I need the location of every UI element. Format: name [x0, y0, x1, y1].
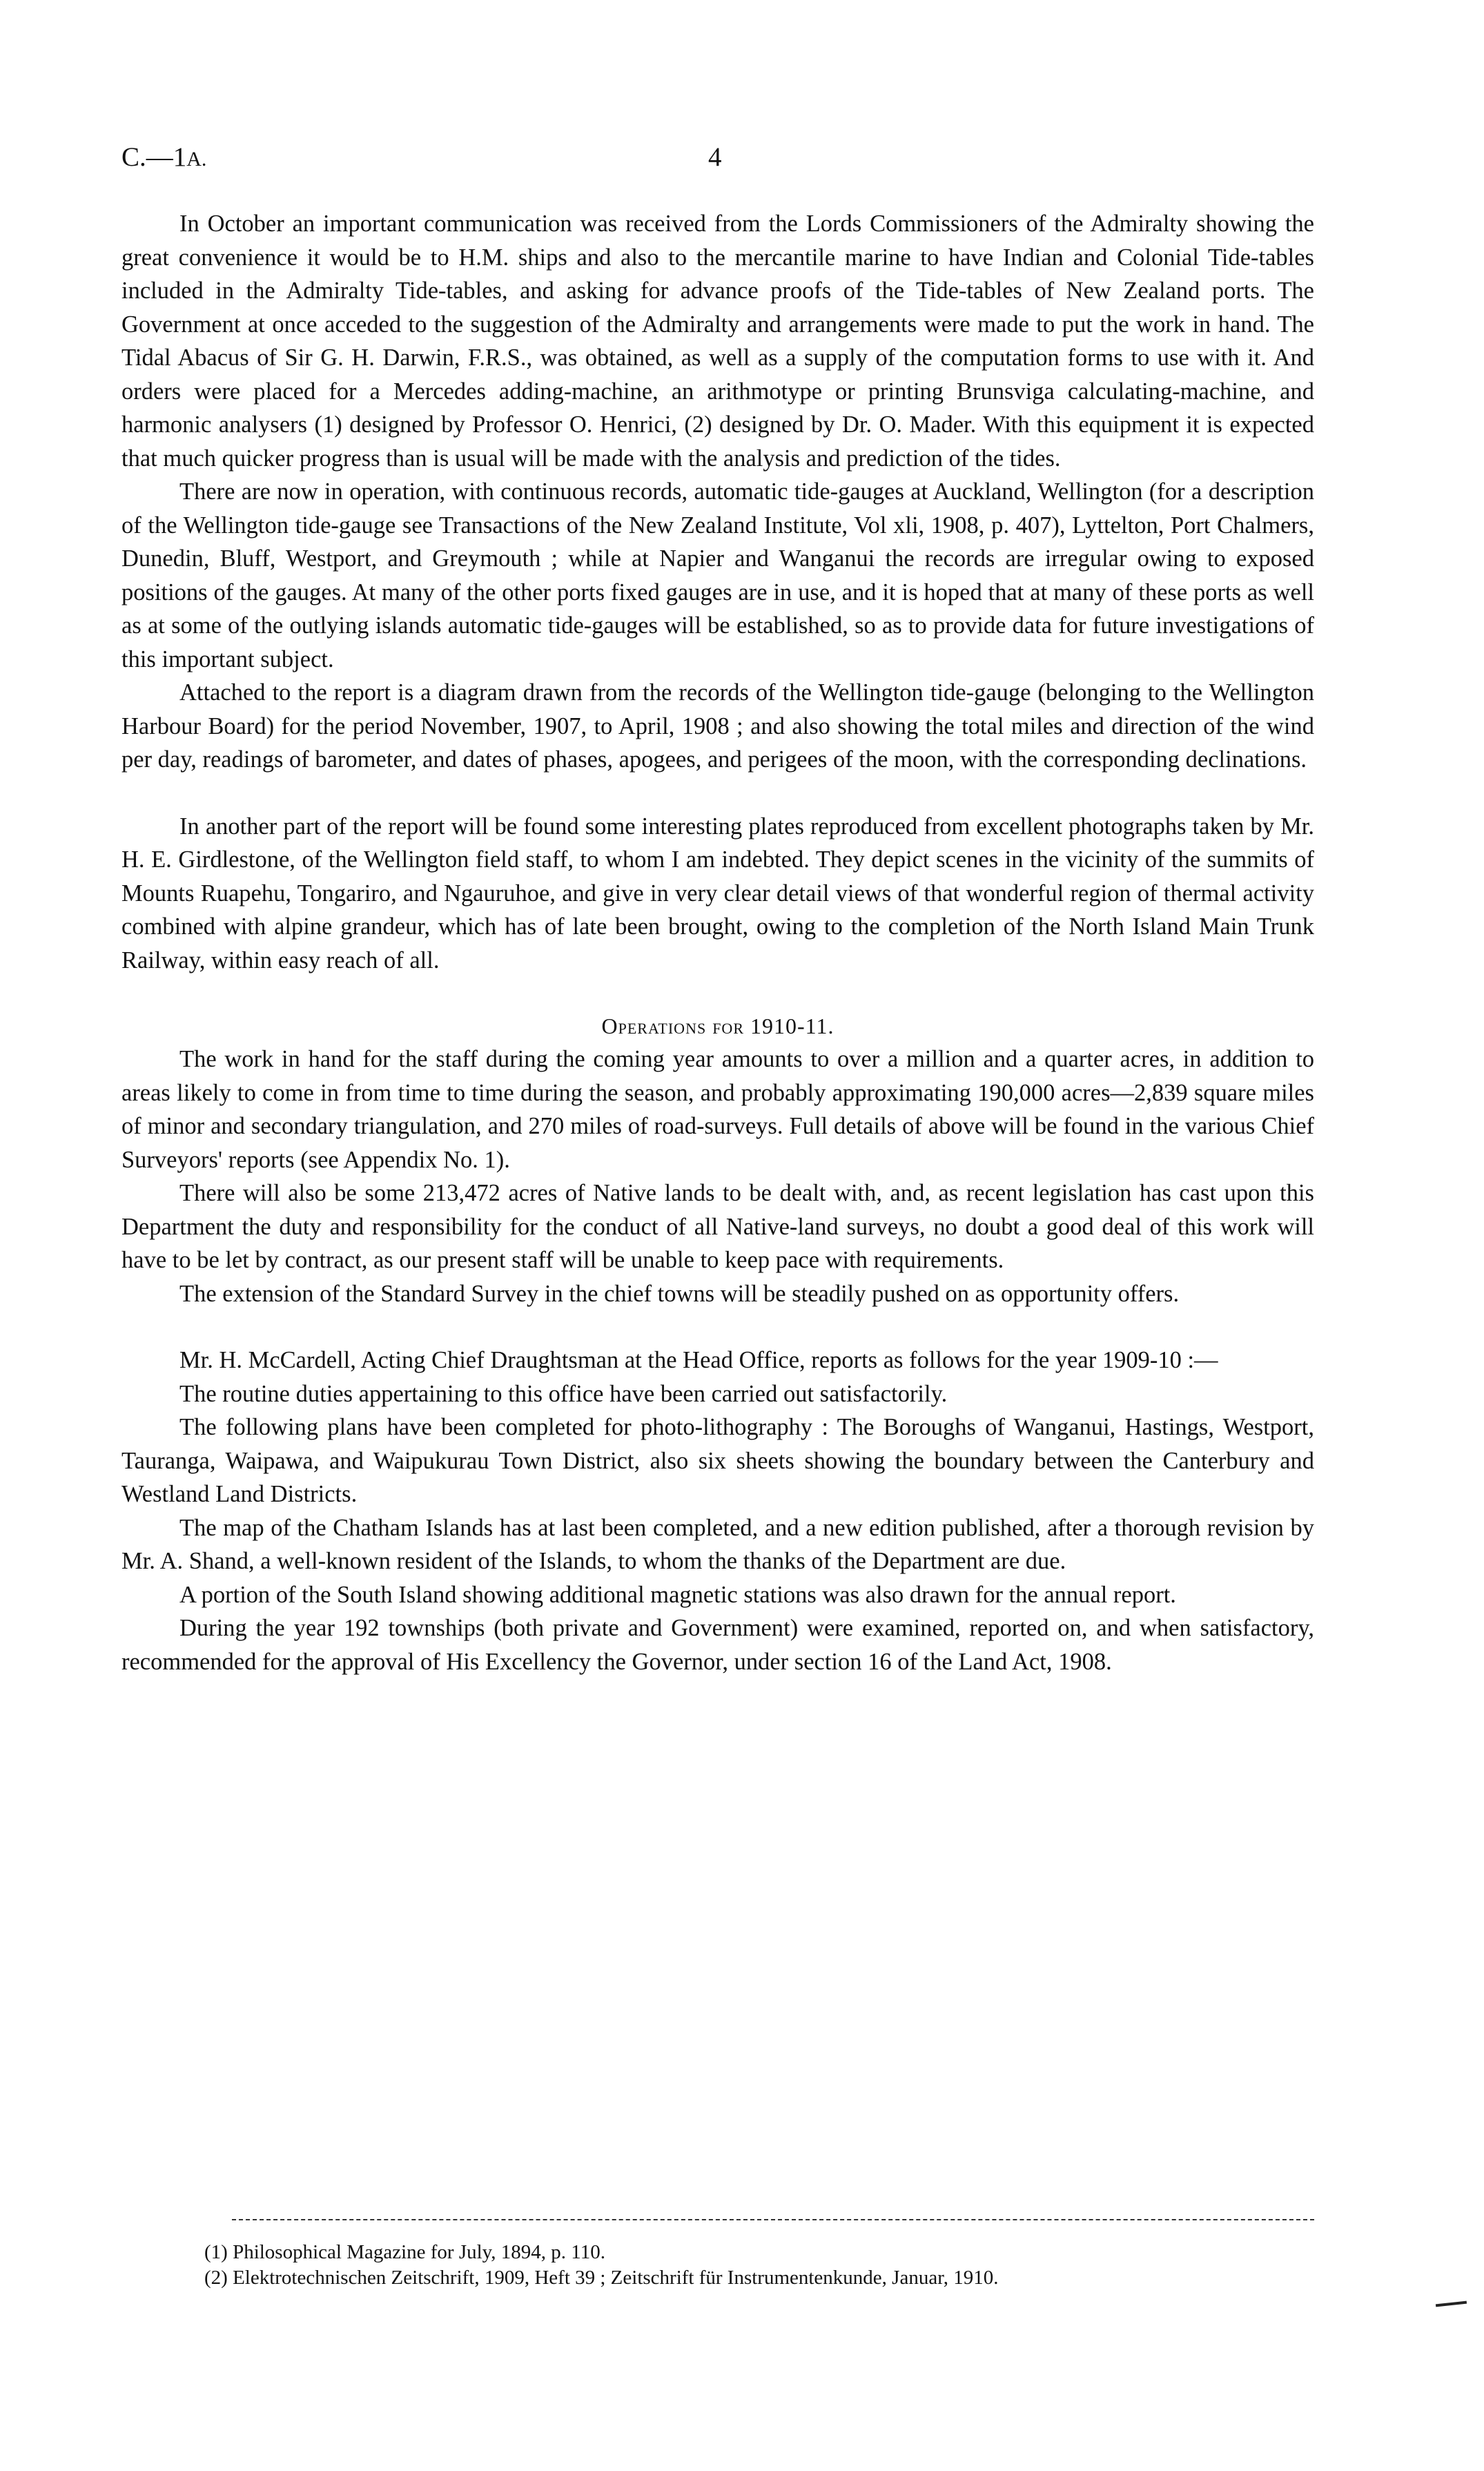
- paragraph-magnetic-stations: A portion of the South Island showing additional magnetic stations was also drawn for the annual report.: [179, 1581, 1176, 1608]
- paragraph-standard-survey: The extension of the Standard Survey in the chief towns will be steadily pushed on as opportunity offers.: [179, 1280, 1180, 1307]
- paragraph-chatham-islands-map: The map of the Chatham Islands has at last been completed, and a new edition published, after a thorough revision by Mr. A. Shand, a well-known resident of the Islands, to whom the thanks of the Department are due.: [121, 1514, 1314, 1574]
- margin-mark: [1436, 2301, 1467, 2307]
- paragraph-routine-duties: The routine duties appertaining to this office have been carried out satisfactorily.: [179, 1380, 948, 1407]
- paragraph-draughtsman-report-intro: Mr. H. McCardell, Acting Chief Draughtsman at the Head Office, reports as follows for the year 1909-10 :—: [179, 1347, 1218, 1373]
- paragraph-tide-gauges: There are now in operation, with continuous records, automatic tide-gauges at Auckland, Wellington (for a description of the Wellington tide-gauge see Transactions of the New Zealand Institute, Vol xli, 1908, p. 407), Lyttelton, Port Chalmers, Dunedin, Bluff, Westport, and Greymouth ; while at Napier and Wanganui the records are irregular owing to exposed positions of the gauges. At many of the other ports fixed gauges are in use, and it is hoped that at many of these ports as well as at some of the outlying islands automatic tide-gauges will be established, so as to provide data for future investigations of this important subject.: [121, 478, 1314, 672]
- footnote-list: [204, 2240, 1314, 2291]
- paragraph-wellington-diagram: Attached to the report is a diagram drawn from the records of the Wellington tide-gauge (belonging to the Wellington Harbour Board) for the period November, 1907, to April, 1908 ; and also showing the total miles and direction of the wind per day, readings of barometer, and dates of phases, apogees, and perigees of the moon, with the corresponding declinations.: [121, 679, 1314, 773]
- parliamentary-paper-reference: C.—1A.: [121, 142, 207, 172]
- paragraph-native-lands: There will also be some 213,472 acres of Native lands to be dealt with, and, as recent legislation has cast upon this Department the duty and responsibility for the conduct of all Native-land surveys, no doubt a good deal of this work will have to be let by contract, as our present staff will be unable to keep pace with requirements.: [121, 1180, 1314, 1273]
- paragraph-work-in-hand: The work in hand for the staff during the coming year amounts to over a million and a quarter acres, in addition to areas likely to come in from time to time during the season, and probably approximating 190,000 acres—2,839 square miles of minor and secondary triangulation, and 270 miles of road-surveys. Full details of above will be found in the various Chief Surveyors' reports (see Appendix No. 1).: [121, 1046, 1314, 1173]
- footnote-divider: [232, 2219, 1314, 2220]
- footnote-1: (1) Philosophical Magazine for July, 1894, p. 110.: [204, 2241, 605, 2263]
- paragraph-townships: During the year 192 townships (both private and Government) were examined, reported on, and when satisfactory, recommended for the approval of His Excellency the Governor, under section 16 of the Land Act, 1908.: [121, 1615, 1314, 1675]
- page-number: 4: [708, 142, 722, 172]
- paragraph-admiralty-tide-tables: In October an important communication was received from the Lords Commissioners of the Admiralty showing the great convenience it would be to H.M. ships and also to the mercantile marine to have Indian and Colonial Tide-tables included in the Admiralty Tide-tables, and asking for advance proofs of the Tide-tables of New Zealand ports. The Government at once acceded to the suggestion of the Admiralty and arrangements were made to put the work in hand. The Tidal Abacus of Sir G. H. Darwin, F.R.S., was obtained, as well as a supply of the computation forms to use with it. And orders were placed for a Mercedes adding-machine, an arithmotype or printing Brunsviga calculating-machine, and harmonic analysers (1) designed by Professor O. Henrici, (2) designed by Dr. O. Mader. With this equipment it is expected that much quicker progress than is usual will be made with the analysis and prediction of the tides.: [121, 211, 1314, 472]
- paragraph-photo-lithography: The following plans have been completed for photo-lithography : The Boroughs of Wanganui, Hastings, Westport, Tauranga, Waipawa, and Waipukurau Town District, also six sheets showing the boundary between the Canterbury and Westland Land Districts.: [121, 1414, 1314, 1507]
- page-header: [121, 142, 1363, 183]
- paragraph-photographic-plates: In another part of the report will be found some interesting plates reproduced from excellent photographs taken by Mr. H. E. Girdlestone, of the Wellington field staff, to whom I am indebted. They depict scenes in the vicinity of the summits of Mounts Ruapehu, Tongariro, and Ngauruhoe, and give in very clear detail views of that wonderful region of thermal activity combined with alpine grandeur, which has of late been brought, owing to the completion of the North Island Main Trunk Railway, within easy reach of all.: [121, 813, 1314, 973]
- document-body: [121, 207, 1314, 1678]
- footnote-2: (2) Elektrotechnischen Zeitschrift, 1909, Heft 39 ; Zeitschrift für Instrumentenkunde, Januar, 1910.: [204, 2267, 999, 2289]
- footnotes: [121, 2219, 1314, 2291]
- section-heading: Operations for 1910-11.: [601, 1014, 834, 1038]
